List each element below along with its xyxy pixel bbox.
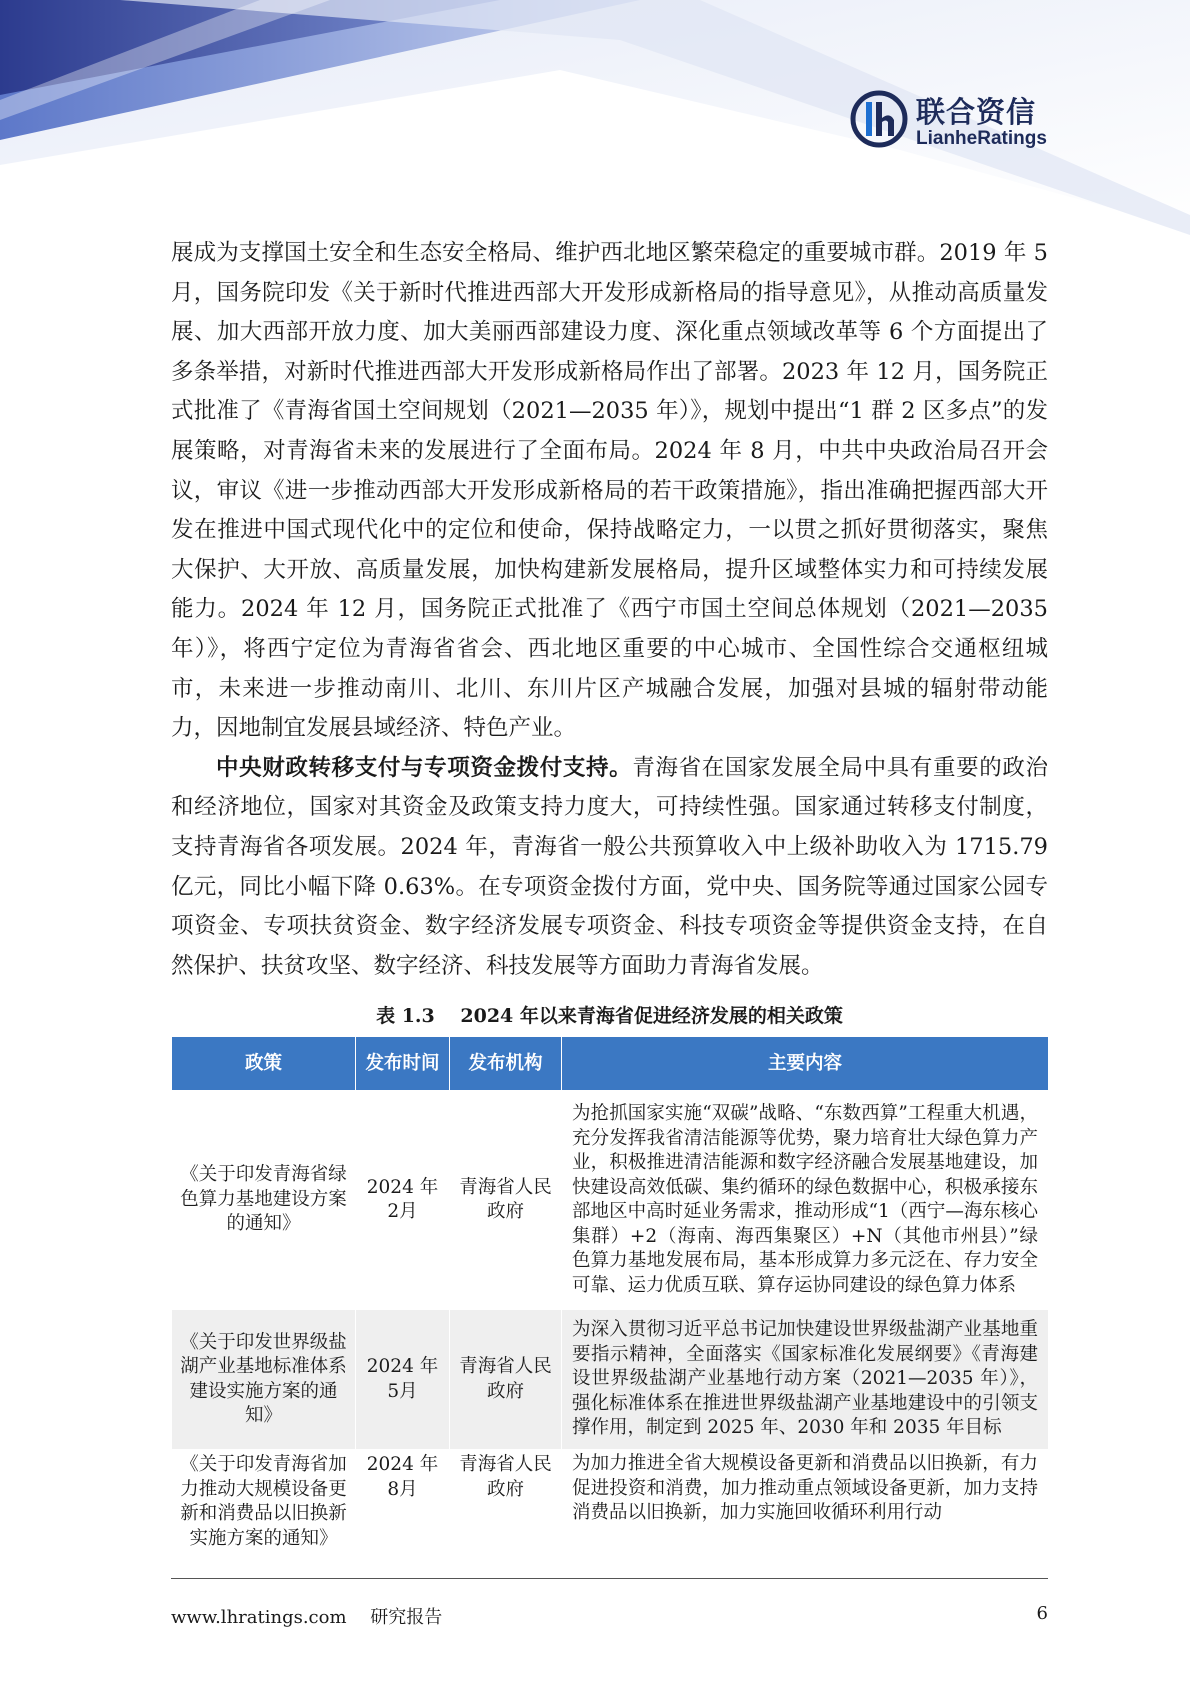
paragraph-text: 青海省在国家发展全局中具有重要的政治和经济地位，国家对其资金及政策支持力度大，可持续性强。国家通过转移支付制度，支持青海省各项发展。2024 年，青海省一般公共预算收入中上级补助收入为 1715.79 亿元，同比小幅下降 0.63%。在专项资金拨付方面，党中央、国务院等通过国家公园专项资金、专项扶贫资金、数字经济发展专项资金、科技专项资金等提供资金支持，在自然保护、扶贫攻坚、数字经济、科技发展等方面助力青海省发展。 — [171, 754, 1048, 979]
cell-policy: 《关于印发世界级盐湖产业基地标准体系建设实施方案的通知》 — [172, 1310, 356, 1450]
table-row — [172, 1310, 1049, 1450]
logo-english-name: LianheRatings — [916, 128, 1047, 149]
report-body — [171, 234, 1048, 986]
footer-divider — [171, 1578, 1048, 1579]
cell-date: 2024 年 5月 — [356, 1310, 450, 1450]
cell-org: 青海省人民政府 — [450, 1310, 562, 1450]
column-header-policy: 政策 — [172, 1037, 356, 1091]
paragraph-lead: 中央财政转移支付与专项资金拨付支持。 — [216, 754, 633, 781]
lianhe-logo-icon — [850, 90, 908, 148]
policy-table — [171, 1036, 1049, 1549]
cell-date: 2024 年 8月 — [366, 1454, 439, 1500]
column-header-content: 主要内容 — [562, 1037, 1049, 1091]
cell-content: 为深入贯彻习近平总书记加快建设世界级盐湖产业基地重要指示精神，全面落实《国家标准化发展纲要》《青海建设世界级盐湖产业基地行动方案（2021—2035 年）》，强化标准体系在推进世界级盐湖产业基地建设中的引领支撑作用，制定到 2025 年、2030 年和 2035 年目标 — [562, 1310, 1049, 1450]
cell-content: 为加力推进全省大规模设备更新和消费品以旧换新，有力促进投资和消费，加力推动重点领域设备更新，加力支持消费品以旧换新，加力实施回收循环利用行动 — [572, 1453, 1038, 1523]
logo-chinese-name: 联合资信 — [916, 95, 1037, 129]
cell-policy-wrap — [172, 1450, 356, 1549]
paragraph-fiscal-support — [171, 749, 1048, 987]
cell-policy: 《关于印发青海省绿色算力基地建设方案的通知》 — [172, 1091, 356, 1310]
cell-org: 青海省人民政府 — [459, 1454, 552, 1500]
cell-policy: 《关于印发青海省加力推动大规模设备更新和消费品以旧换新实施方案的通知》 — [180, 1454, 347, 1549]
paragraph-western-development: 展成为支撑国土安全和生态安全格局、维护西北地区繁荣稳定的重要城市群。2019 年 5 月，国务院印发《关于新时代推进西部大开发形成新格局的指导意见》，从推动高质量发展、加大西部开放力度、加大美丽西部建设力度、深化重点领域改革等 6 个方面提出了多条举措，对新时代推进西部大开发形成新格局作出了部署。2023 年 12 月，国务院正式批准了《青海省国土空间规划（2021—2035 年）》，规划中提出“1 群 2 区多点”的发展策略，对青海省未来的发展进行了全面布局。2024 年 8 月，中共中央政治局召开会议，审议《进一步推动西部大开发形成新格局的若干政策措施》，指出准确把握西部大开发在推进中国式现代化中的定位和使命，保持战略定力，一以贯之抓好贯彻落实，聚焦大保护、大开放、高质量发展，加快构建新发展格局，提升区域整体实力和可持续发展能力。2024 年 12 月，国务院正式批准了《西宁市国土空间总体规划（2021—2035 年）》，将西宁定位为青海省省会、西北地区重要的中心城市、全国性综合交通枢纽城市，未来进一步推动南川、北川、东川片区产城融合发展，加强对县城的辐射带动能力，因地制宜发展县域经济、特色产业。 — [171, 240, 1048, 742]
column-header-org: 发布机构 — [450, 1037, 562, 1091]
table-caption: 表 1.3 2024 年以来青海省促进经济发展的相关政策 — [376, 1005, 843, 1027]
table-row — [172, 1091, 1049, 1310]
cell-content: 为抢抓国家实施“双碳”战略、“东数西算”工程重大机遇，充分发挥我省清洁能源等优势，聚力培育壮大绿色算力产业，积极推进清洁能源和数字经济融合发展基地建设，加快建设高效低碳、集约循环的绿色数据中心，积极承接东部地区中高时延业务需求，推动形成“1（西宁—海东核心集群）+2（海南、海西集聚区）+N（其他市州县）”绿色算力基地发展布局，基本形成算力多元泛在、存力安全可靠、运力优质互联、算存运协同建设的绿色算力体系 — [562, 1091, 1049, 1310]
cell-date-wrap — [356, 1450, 450, 1531]
page-number: 6 — [1036, 1603, 1048, 1624]
cell-content-wrap — [562, 1450, 1049, 1531]
cell-org: 青海省人民政府 — [450, 1091, 562, 1310]
logo — [850, 88, 1050, 158]
footer-site: www.lhratings.com 研究报告 — [171, 1607, 443, 1628]
table-row — [172, 1450, 1049, 1531]
column-header-date: 发布时间 — [356, 1037, 450, 1091]
cell-date: 2024 年 2月 — [356, 1091, 450, 1310]
table-header-row — [172, 1037, 1049, 1091]
cell-org-wrap — [450, 1450, 562, 1531]
